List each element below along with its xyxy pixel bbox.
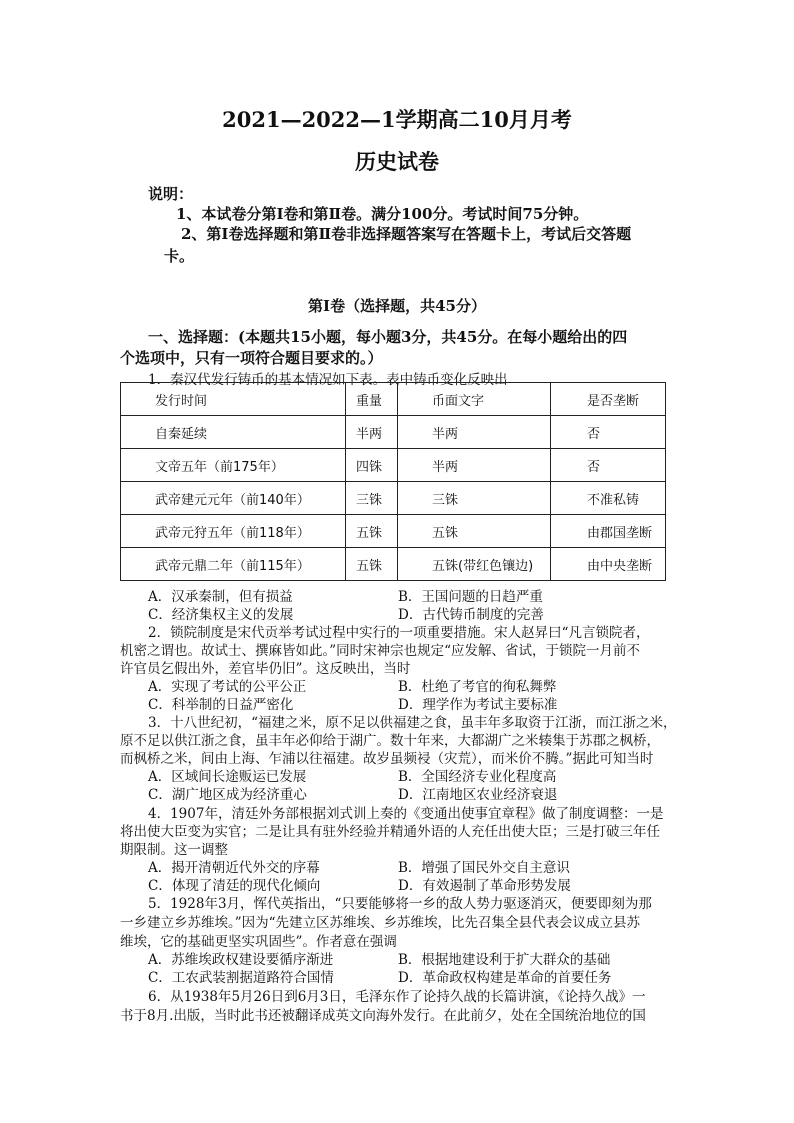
q5-option-b: B．根据地建设利于扩大群众的基础 <box>398 952 611 968</box>
q2-stem-line: 2．锁院制度是宋代贡举考试过程中实行的一项重要措施。宋人赵昇曰“凡言锁院者， <box>148 625 650 641</box>
section-intro-1: 一、选择题：(本题共15小题，每小题3分，共45分。在每小题给出的四 <box>148 328 628 346</box>
q5-option-c: C．工农武装割据道路符合国情 <box>148 970 334 986</box>
q2-stem-line: 机密之谓也。故试士、撰麻皆如此。”同时宋神宗也规定“应发解、省试，于锁院一月前不 <box>120 643 641 659</box>
coin-table <box>120 382 666 581</box>
q2-stem-line: 许官员乞假出外，差官毕仍旧”。这反映出，当时 <box>120 661 411 677</box>
table-cell: 五铢(带红色镶边) <box>398 548 551 581</box>
q6-stem-line: 6．从1938年5月26日到6月3日，毛泽东作了论持久战的长篇讲演，《论持久战》一 <box>148 989 646 1005</box>
q4-stem-line: 4．1907年，清廷外务部根据刘式训上奏的《变通出使事宜章程》做了制度调整：一是 <box>148 806 664 822</box>
q3-stem-line: 而枫桥之米，间由上海、乍浦以往福建。故岁虽频祲（灾荒），而米价不腾。”据此可知当时 <box>120 751 654 767</box>
q4-stem-line: 将出使大臣变为实官；二是让具有驻外经验并精通外语的人充任出使大臣；三是打破三年任 <box>120 824 660 840</box>
q1-stem: 1．秦汉代发行铸币的基本情况如下表。表中铸币变化反映出 <box>148 372 508 388</box>
q6-stem-line: 书于8月.出版，当时此书还被翻译成英文向海外发行。在此前夕，处在全国统治地位的国 <box>120 1008 646 1024</box>
q3-option-c: C．湖广地区成为经济重心 <box>148 787 307 803</box>
table-row <box>121 482 666 515</box>
table-header: 重量 <box>346 383 398 416</box>
q5-stem-line: 一乡建立乡苏维埃。”因为“先建立区苏维埃、乡苏维埃，比先召集全县代表会议成立县苏 <box>120 915 641 931</box>
table-header-row <box>121 383 666 416</box>
q1-option-d: D．古代铸币制度的完善 <box>398 607 544 623</box>
table-cell: 否 <box>551 449 666 482</box>
table-cell: 半两 <box>346 416 398 449</box>
q5-option-a: A．苏维埃政权建设要循序渐进 <box>148 952 334 968</box>
notes-label: 说明： <box>148 185 194 203</box>
table-row <box>121 515 666 548</box>
note-2: 2、第Ⅰ卷选择题和第Ⅱ卷非选择题答案写在答题卡上，考试后交答题 <box>181 225 632 243</box>
q1-option-a: A．汉承秦制，但有损益 <box>148 589 293 605</box>
table-cell: 武帝建元元年（前140年） <box>121 482 346 515</box>
table-cell: 不准私铸 <box>551 482 666 515</box>
q3-option-a: A．区域间长途贩运已发展 <box>148 769 307 785</box>
table-header: 是否垄断 <box>551 383 666 416</box>
q2-option-a: A．实现了考试的公平公正 <box>148 679 307 695</box>
table-cell: 武帝元狩五年（前118年） <box>121 515 346 548</box>
section-intro-2: 个选项中，只有一项符合题目要求的。） <box>120 349 383 367</box>
table-cell: 自秦延续 <box>121 416 346 449</box>
table-header: 发行时间 <box>121 383 346 416</box>
q4-option-a: A．揭开清朝近代外交的序幕 <box>148 860 320 876</box>
table-row <box>121 449 666 482</box>
note-1: 1、本试卷分第Ⅰ卷和第Ⅱ卷。满分100分。考试时间75分钟。 <box>176 205 589 223</box>
table-cell: 文帝五年（前175年） <box>121 449 346 482</box>
q4-option-b: B．增强了国民外交自主意识 <box>398 860 570 876</box>
q1-option-c: C．经济集权主义的发展 <box>148 607 294 623</box>
section-title: 第Ⅰ卷（选择题，共45分） <box>308 297 486 315</box>
table-cell: 武帝元鼎二年（前115年） <box>121 548 346 581</box>
exam-title: 2021—2022—1学期高二10月月考 <box>222 107 572 132</box>
q5-option-d: D．革命政权构建是革命的首要任务 <box>398 970 612 986</box>
q2-option-d: D．理学作为考试主要标准 <box>398 697 558 713</box>
q3-stem-line: 原不足以供江浙之食，虽丰年必仰给于湖广。数十年来，大都湖广之米辏集于苏郡之枫桥， <box>120 733 660 749</box>
note-2-cont: 卡。 <box>164 247 195 265</box>
exam-subject: 历史试卷 <box>355 149 439 174</box>
table-cell: 半两 <box>398 449 551 482</box>
q5-stem-line: 维埃，它的基础更坚实巩固些”。作者意在强调 <box>120 934 397 950</box>
table-cell: 四铢 <box>346 449 398 482</box>
q1-option-b: B．王国问题的日趋严重 <box>398 589 543 605</box>
q4-stem-line: 期限制。这一调整 <box>120 842 228 858</box>
table-cell: 五铢 <box>346 515 398 548</box>
table-cell: 由郡国垄断 <box>551 515 666 548</box>
q3-option-d: D．江南地区农业经济衰退 <box>398 787 558 803</box>
table-cell: 三铢 <box>346 482 398 515</box>
q5-stem-line: 5．1928年3月，恽代英指出，“只要能够将一乡的敌人势力驱逐消灭，便要即刻为那 <box>148 896 652 912</box>
table-header: 币面文字 <box>398 383 551 416</box>
table-row <box>121 416 666 449</box>
q3-stem-line: 3．十八世纪初，“福建之米，原不足以供福建之食，虽丰年多取资于江浙，而江浙之米， <box>148 715 677 731</box>
q2-option-b: B．杜绝了考官的徇私舞弊 <box>398 679 557 695</box>
q3-option-b: B．全国经济专业化程度高 <box>398 769 557 785</box>
q4-option-c: C．体现了清廷的现代化倾向 <box>148 878 321 894</box>
table-cell: 由中央垄断 <box>551 548 666 581</box>
table-cell: 三铢 <box>398 482 551 515</box>
table-cell: 五铢 <box>398 515 551 548</box>
table-cell: 半两 <box>398 416 551 449</box>
q2-option-c: C．科举制的日益严密化 <box>148 697 294 713</box>
q4-option-d: D．有效遏制了革命形势发展 <box>398 878 571 894</box>
table-cell: 五铢 <box>346 548 398 581</box>
table-cell: 否 <box>551 416 666 449</box>
table-row <box>121 548 666 581</box>
